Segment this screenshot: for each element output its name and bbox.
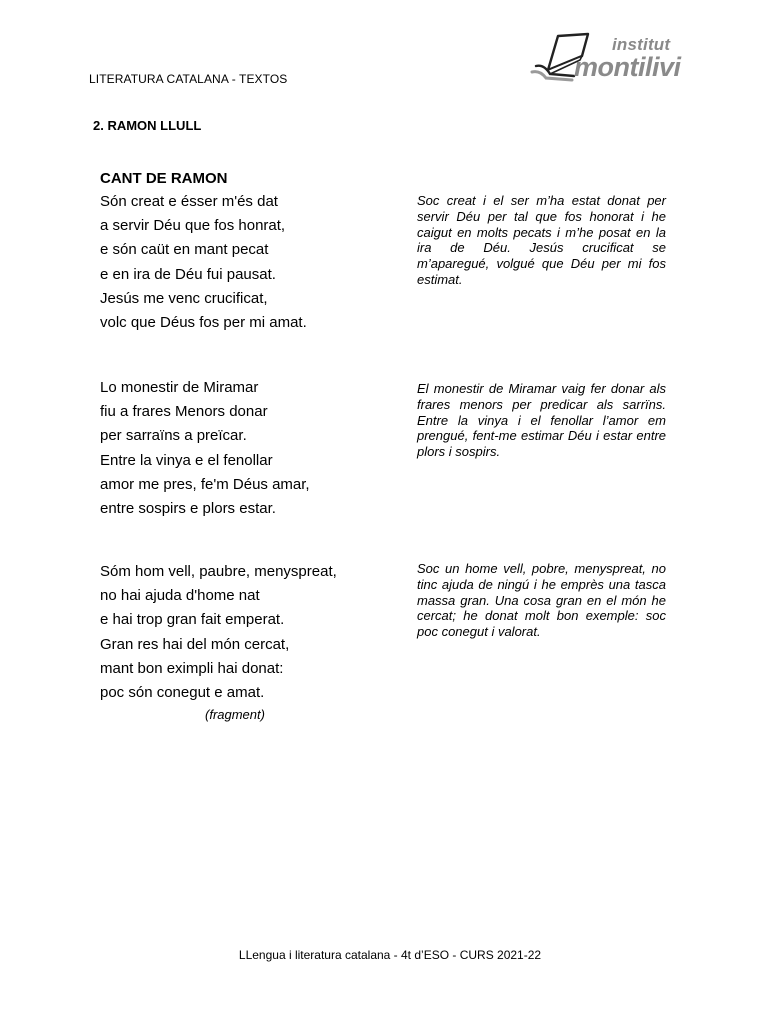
stanza-2-translation: El monestir de Miramar vaig fer donar als frares menors per predicar als sarrïns. Entre la vinya i el fenollar l’amor em prengué, fent-me estimar Déu i estar entre plors i sospirs. bbox=[417, 381, 666, 460]
document-header-title: LITERATURA CATALANA - TEXTOS bbox=[89, 72, 288, 86]
poem-title: CANT DE RAMON bbox=[100, 170, 228, 187]
logo-text-montilivi: montilivi bbox=[574, 52, 681, 82]
verse: e són caüt en mant pecat bbox=[100, 241, 269, 259]
verse: volc que Déus fos per mi amat. bbox=[100, 314, 307, 332]
verse: mant bon eximpli hai donat: bbox=[100, 659, 284, 677]
verse: per sarraïns a preïcar. bbox=[100, 427, 247, 445]
stanza-1-translation: Soc creat i el ser m’ha estat donat per servir Déu per tal que fos honorat i he caigut en molts pecats i m’he posat en la ira de Déu. Jesús crucificat se m’aparegué, volgué que Déu per mi fos estimat. bbox=[417, 193, 666, 287]
stanza-3-translation: Soc un home vell, pobre, menyspreat, no tinc ajuda de ningú i he emprès una tasca massa gran. Una cosa gran en el món he cercat; he donat molt bon exemple: soc poc conegut i valorat. bbox=[417, 561, 666, 640]
verse: entre sospirs e plors estar. bbox=[100, 500, 276, 518]
verse: Jesús me venc crucificat, bbox=[100, 289, 268, 307]
verse: fiu a frares Menors donar bbox=[100, 403, 268, 421]
poem-stanza-3 bbox=[100, 560, 337, 705]
verse: e hai trop gran fait emperat. bbox=[100, 611, 285, 629]
verse: Són creat e ésser m'és dat bbox=[100, 193, 278, 210]
section-heading: 2. RAMON LLULL bbox=[93, 118, 202, 133]
page-footer: LLengua i literatura catalana - 4t d’ESO - CURS 2021-22 bbox=[238, 948, 542, 962]
verse: a servir Déu que fos honrat, bbox=[100, 217, 286, 235]
verse: e en ira de Déu fui pausat. bbox=[100, 265, 276, 283]
poem-stanza-1 bbox=[100, 190, 307, 335]
verse: Sóm hom vell, paubre, menyspreat, bbox=[100, 563, 337, 580]
verse: Entre la vinya e el fenollar bbox=[100, 451, 273, 469]
verse: Lo monestir de Miramar bbox=[100, 379, 259, 396]
verse: no hai ajuda d'home nat bbox=[100, 587, 260, 605]
logo-text-institut: institut bbox=[612, 35, 671, 54]
verse: amor me pres, fe'm Déus amar, bbox=[100, 475, 310, 493]
poem-stanza-2 bbox=[100, 376, 310, 521]
verse: poc són conegut e amat. bbox=[100, 684, 265, 702]
verse: Gran res hai del món cercat, bbox=[100, 635, 290, 653]
fragment-note: (fragment) bbox=[205, 707, 265, 722]
institut-montilivi-logo bbox=[530, 30, 681, 88]
